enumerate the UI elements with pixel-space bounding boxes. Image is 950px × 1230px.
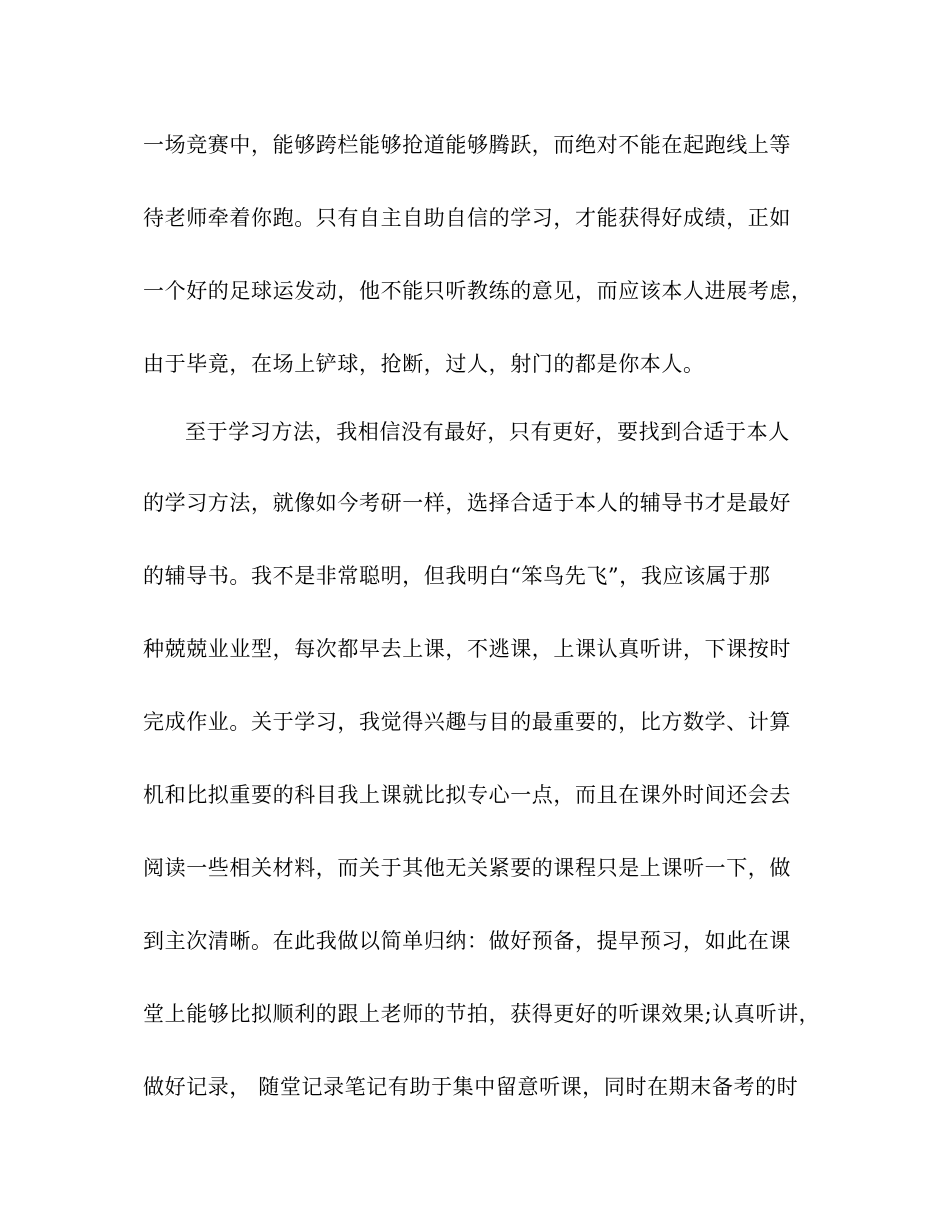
text-line: 一场竞赛中，能够跨栏能够抢道能够腾跃，而绝对不能在起跑线上等 [143, 133, 791, 157]
text-line: 的学习方法，就像如今考研一样，选择合适于本人的辅导书才是最好 [143, 491, 791, 515]
text-line: 待老师牵着你跑。只有自主自助自信的学习，才能获得好成绩，正如 [143, 206, 791, 230]
text-line: 做好记录， 随堂记录笔记有助于集中留意听课，同时在期末备考的时 [143, 1075, 799, 1099]
text-line: 一个好的足球运发动，他不能只听教练的意见，而应该本人进展考虑， [143, 279, 813, 303]
text-line: 的辅导书。我不是非常聪明，但我明白“笨鸟先飞”，我应该属于那 [143, 564, 771, 588]
text-line: 阅读一些相关材料，而关于其他无关紧要的课程只是上课听一下，做 [143, 856, 791, 880]
text-line: 完成作业。关于学习，我觉得兴趣与目的最重要的，比方数学、计算 [143, 710, 791, 734]
text-line: 到主次清晰。在此我做以简单归纳：做好预备，提早预习，如此在课 [143, 929, 791, 953]
text-line: 种兢兢业业型，每次都早去上课，不逃课，上课认真听讲，下课按时 [143, 637, 791, 661]
paragraph-first-line: 至于学习方法，我相信没有最好，只有更好，要找到合适于本人 [185, 420, 790, 444]
text-line: 由于毕竟，在场上铲球，抢断，过人，射门的都是你本人。 [143, 352, 705, 376]
text-line: 机和比拟重要的科目我上课就比拟专心一点，而且在课外时间还会去 [143, 783, 791, 807]
text-line: 堂上能够比拟顺利的跟上老师的节拍，获得更好的听课效果;认真听讲， [143, 1002, 821, 1026]
